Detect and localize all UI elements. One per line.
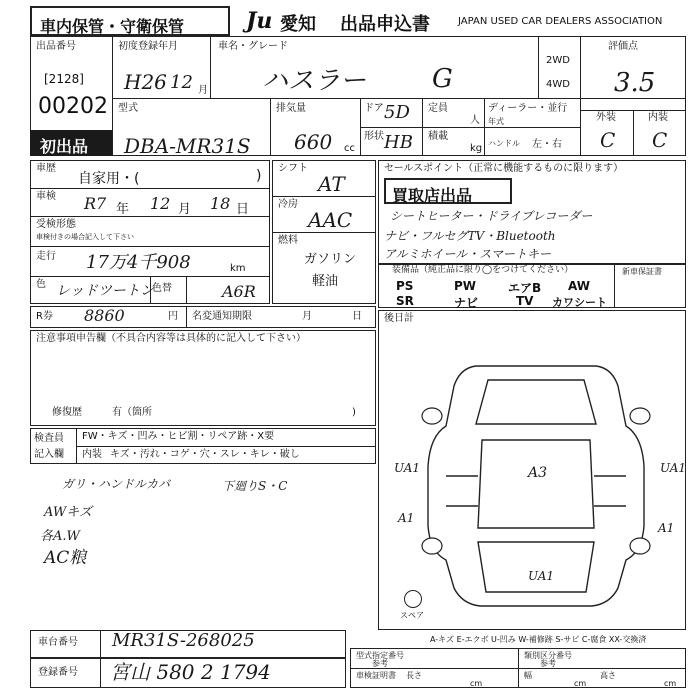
type-number-label: 型式指定番号 [356,651,404,660]
load-unit: kg [470,143,483,154]
equipment-ps: PS [396,279,414,293]
inspection-month-unit: 月 [178,202,192,217]
reference-label-1: 参考 [372,659,388,668]
shift-label: シフト [278,163,308,174]
shift-value: AT [318,172,345,196]
association-name: JAPAN USED CAR DEALERS ASSOCIATION [458,16,663,27]
interior-grade: C [652,128,668,152]
registration-era: H26 [124,70,167,94]
handwritten-note-4: 各A.W [40,529,80,544]
inspection-label: 車検 [36,191,56,202]
repair-history-close: ) [352,407,356,418]
handwritten-note-1: ガリ・ハンドルカバ [62,477,171,491]
selling-point-3: アルミホイール・スマートキー [384,247,552,261]
aircon-value: AAC [308,208,353,232]
dealer-label: ディーラー・並行 [488,103,568,114]
repair-history-label: 修復歴 [52,407,82,418]
name-change-month: 月 [302,311,312,322]
logo-text: 愛知 [280,14,316,35]
equipment-label: 装備品（純正品に限り◯をつけてください） [392,265,574,275]
drive-4wd: 4WD [546,79,570,90]
form-header [246,6,686,36]
damage-label-ua1-rear: UA1 [528,569,555,583]
doors-label: ドア [364,103,384,114]
selling-points-label: セールスポイント（正常に機能するものに限ります） [384,163,624,174]
capacity-unit: 人 [470,115,480,126]
buyback-stamp [384,178,512,204]
handwritten-note-5: AC粮 [44,548,87,568]
acceptance-label: 受検形態 [36,219,76,230]
length-label: 長さ [406,671,422,680]
interior-label: 内装 [648,112,668,123]
spare-label: スペア [400,611,424,620]
inspector-interior-label: 内装 [82,449,102,460]
inspection-era: R7 [84,194,107,213]
spare-tire-icon [404,590,422,608]
first-listing-badge [30,130,112,156]
handwritten-note-3: AWキズ [44,505,92,520]
color-code: A6R [222,282,256,301]
wheel-front-left [422,408,442,424]
damage-label-ua1-right: UA1 [660,461,687,475]
car-name-value: ハスラー [262,66,367,96]
year-label: 年式 [488,117,504,126]
fuel-diesel: 軽油 [312,274,339,289]
height-unit: cm [664,679,677,688]
storage-tag-text: 車内保管・守衛保管 [40,17,185,36]
equipment-sr: SR [396,294,414,308]
height-label: 高さ [600,671,616,680]
lot-number: 00202 [38,94,108,119]
class-number-label: 類別区分番号 [524,651,572,660]
equipment-leather-seat: カワシート [552,296,607,309]
inspector-label: 検査員 [34,433,64,444]
wheel-rear-right [630,538,650,554]
storage-tag [30,6,230,36]
notes-label: 注意事項申告欄（不具合内容等は具体的に記入して下さい） [36,333,306,344]
handwritten-note-2: 下廻りS・C [222,479,288,493]
equipment-aw: AW [568,279,590,293]
width-label: 幅 [524,671,532,680]
selling-point-2: ナビ・フルセグTV・Bluetooth [384,229,556,243]
reference-label-2: 参考 [540,659,556,668]
rating-label: 評価点 [608,41,638,52]
recycle-value: 8860 [84,306,125,325]
form-title: 出品申込書 [340,14,430,35]
equipment-airbag: エアB [508,281,542,295]
usage-value: 自家用・( [78,171,140,187]
chassis-label: 車台番号 [38,637,78,648]
model-value: DBA-MR31S [124,134,251,158]
recycle-unit: 円 [168,311,178,322]
displacement-value: 660 [294,130,333,154]
inspection-year-unit: 年 [116,202,130,217]
certificate-label: 車検証明書 [356,671,396,680]
fuel-label: 燃料 [278,235,298,246]
length-unit: cm [470,679,483,688]
warranty-label: 新車保証書 [622,267,662,276]
chassis-number: MR31S-268025 [112,630,255,651]
damage-legend: A-キズ E-エクボ U-凹み W-補修跡 S-サビ C-腐食 XX-交換済 [430,635,647,644]
repair-history-value: 有（箇所 [112,407,152,418]
registration-month: 12 [170,72,193,93]
rating-value: 3.5 [614,68,656,98]
mileage-unit: km [230,263,246,274]
rear-seat-label: 後日計 [384,313,414,324]
name-change-label: 名変通知期限 [192,311,252,322]
ju-logo-mark: Ju [246,8,273,34]
selling-point-1: シートヒーター・ドライブレコーダー [390,209,593,223]
handle-value: 左・右 [532,139,562,150]
color-label: 色 [36,279,46,290]
usage-label: 車歴 [36,163,56,174]
equipment-grid [380,278,612,308]
inspector-entry-label: 記入欄 [34,449,64,460]
inspection-day: 18 [210,194,231,213]
car-grade-value: G [432,64,453,94]
color-change-label: 色替 [152,283,172,294]
registration-month-unit: 月 [198,85,208,96]
drive-2wd: 2WD [546,55,570,66]
color-value: レッドツートン [56,283,154,299]
shape-label: 形状 [364,131,384,142]
first-listing-text: 初出品 [40,137,89,156]
aircon-label: 冷房 [278,199,298,210]
shape-value: HB [384,132,413,153]
car-name-label: 車名・グレード [218,41,288,52]
handle-label: ハンドル [488,139,520,148]
inspection-day-unit: 日 [236,202,250,217]
exterior-grade: C [600,128,616,152]
acceptance-sub: 車検付きの場合記入して下さい [36,233,134,241]
mileage-value: 17万4千908 [86,252,191,273]
lot-code: [2128] [44,72,84,86]
damage-label-a3: A3 [528,465,548,481]
inspector-exterior-checks: FW・キズ・凹み・ヒビ割・リペア跡・X要 [82,431,275,442]
usage-close: ) [256,168,262,184]
equipment-pw: PW [454,279,477,293]
buyback-stamp-text: 買取店出品 [392,186,473,205]
damage-label-a1-left: A1 [398,511,415,525]
damage-label-ua1-left: UA1 [394,461,421,475]
name-change-day: 日 [352,311,362,322]
displacement-unit: cc [344,143,355,154]
width-unit: cm [574,679,587,688]
damage-label-a1-right: A1 [658,521,675,535]
equipment-tv: TV [516,294,534,308]
inspection-month: 12 [150,194,171,213]
mileage-label: 走行 [36,251,56,262]
equipment-navi: ナビ [454,296,479,310]
plate-number: 宮山 580 2 1794 [110,660,271,684]
plate-label: 登録番号 [38,667,78,678]
displacement-label: 排気量 [276,103,306,114]
load-label: 積載 [428,131,448,142]
model-label: 型式 [118,103,138,114]
doors-value: 5D [384,102,410,123]
exterior-label: 外装 [596,112,616,123]
registration-label: 初度登録年月 [118,41,178,52]
recycle-label: R券 [36,311,53,322]
lot-label: 出品番号 [36,41,76,52]
capacity-label: 定員 [428,103,448,114]
wheel-front-right [630,408,650,424]
inspector-interior-checks: キズ・汚れ・コゲ・穴・スレ・キレ・破し [110,449,300,460]
fuel-gasoline: ガソリン [304,252,357,267]
wheel-rear-left [422,538,442,554]
